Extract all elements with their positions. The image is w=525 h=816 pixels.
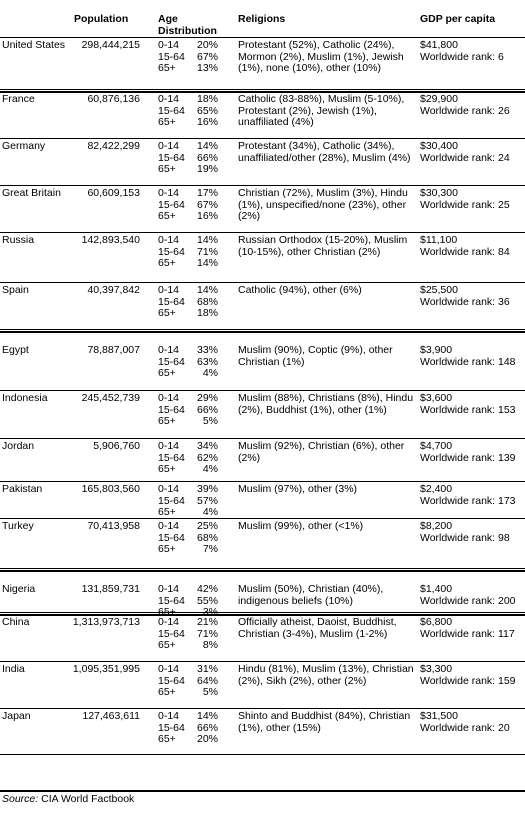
gdp-rank: Worldwide rank: 98 xyxy=(420,531,510,544)
age-group-percent: 68% xyxy=(196,531,218,544)
age-group-line xyxy=(158,664,234,676)
religions-text: Muslim (88%), Christians (8%), Hindu (2%), Buddhist (1%), other (1%) xyxy=(238,392,414,416)
gdp-value: $25,500 xyxy=(420,284,458,296)
age-group-label: 15-64 xyxy=(158,721,185,734)
age-group-line xyxy=(158,687,234,699)
age-group-label: 0-14 xyxy=(158,710,180,722)
age-distribution xyxy=(158,617,234,652)
age-distribution xyxy=(158,285,234,320)
row-separator xyxy=(0,37,525,38)
gdp-rank: Worldwide rank: 117 xyxy=(420,627,515,640)
row-separator xyxy=(0,185,525,186)
age-group-percent: 16% xyxy=(196,116,218,128)
age-group-line xyxy=(158,368,234,380)
age-group-label: 15-64 xyxy=(158,355,185,368)
age-group-line xyxy=(158,345,234,357)
religions-text: Muslim (97%), other (3%) xyxy=(238,483,358,495)
row-separator xyxy=(0,790,525,792)
age-group-line xyxy=(158,211,234,223)
age-distribution xyxy=(158,664,234,699)
gdp-value: $3,600 xyxy=(420,392,453,404)
religions-text: Muslim (92%), Christian (6%), other (2%) xyxy=(238,440,405,464)
gdp-value: $31,500 xyxy=(420,710,458,722)
age-group-percent: 68% xyxy=(196,295,218,308)
source-text: CIA World Factbook xyxy=(38,793,135,805)
age-group-label: 65+ xyxy=(158,733,176,745)
age-group-label: 65+ xyxy=(158,686,176,698)
gdp-value: $29,900 xyxy=(420,93,458,105)
age-group-percent: 16% xyxy=(196,210,218,222)
age-group-label: 0-14 xyxy=(158,483,180,495)
age-distribution xyxy=(158,441,234,476)
age-group-percent: 66% xyxy=(196,151,218,164)
age-group-percent: 34% xyxy=(196,440,218,452)
row-separator xyxy=(0,518,525,519)
religions-text: Hindu (81%), Muslim (13%), Christian (2%), Sikh (2%), other (2%) xyxy=(238,663,414,687)
gdp-rank: Worldwide rank: 159 xyxy=(420,674,516,687)
gdp-cell xyxy=(420,711,510,734)
population-value: 1,313,973,713 xyxy=(72,616,140,628)
row-separator xyxy=(0,89,525,90)
age-group-percent: 14% xyxy=(196,234,218,246)
age-group-percent: 7% xyxy=(202,543,218,555)
age-group-label: 0-14 xyxy=(158,39,180,51)
age-group-line xyxy=(158,544,234,556)
age-group-line xyxy=(158,235,234,247)
age-group-label: 15-64 xyxy=(158,245,185,258)
age-group-percent: 33% xyxy=(196,344,218,356)
gdp-value: $30,400 xyxy=(420,140,458,152)
age-group-percent: 5% xyxy=(202,686,218,698)
age-group-line xyxy=(158,94,234,106)
age-group-label: 0-14 xyxy=(158,616,180,628)
age-group-percent: 67% xyxy=(196,198,218,211)
age-group-percent: 55% xyxy=(196,594,218,607)
gdp-rank: Worldwide rank: 24 xyxy=(420,151,510,164)
age-group-percent: 42% xyxy=(196,583,218,595)
gdp-rank: Worldwide rank: 200 xyxy=(420,594,516,607)
age-distribution xyxy=(158,484,234,519)
population-value: 70,413,958 xyxy=(87,520,140,532)
age-group-percent: 39% xyxy=(196,483,218,495)
age-group-label: 15-64 xyxy=(158,451,185,464)
age-group-label: 65+ xyxy=(158,163,176,175)
row-separator xyxy=(0,661,525,662)
age-group-percent: 3% xyxy=(202,606,218,618)
age-group-percent: 65% xyxy=(196,104,218,117)
religions-text: Shinto and Buddhist (84%), Christian (1%), other (15%) xyxy=(238,710,411,734)
age-group-percent: 19% xyxy=(196,163,218,175)
gdp-cell xyxy=(420,40,504,63)
row-separator xyxy=(0,481,525,482)
age-group-line xyxy=(158,640,234,652)
population-value: 127,463,611 xyxy=(82,710,140,722)
population-value: 245,452,739 xyxy=(81,392,140,404)
age-group-percent: 8% xyxy=(202,639,218,651)
age-group-line xyxy=(158,393,234,405)
age-distribution xyxy=(158,711,234,746)
religions-text: Muslim (50%), Christian (40%), indigenous beliefs (10%) xyxy=(238,583,384,607)
age-group-line xyxy=(158,188,234,200)
country-name: Jordan xyxy=(2,440,35,452)
row-separator xyxy=(0,390,525,391)
gdp-rank: Worldwide rank: 148 xyxy=(420,355,516,368)
population-value: 5,906,760 xyxy=(93,440,140,452)
age-group-percent: 14% xyxy=(196,257,218,269)
age-group-label: 0-14 xyxy=(158,440,180,452)
age-group-percent: 71% xyxy=(196,245,218,258)
age-group-label: 15-64 xyxy=(158,50,185,63)
age-group-percent: 17% xyxy=(196,187,218,199)
gdp-rank: Worldwide rank: 139 xyxy=(420,451,516,464)
row-separator xyxy=(0,282,525,283)
age-group-percent: 4% xyxy=(202,506,218,518)
age-group-label: 65+ xyxy=(158,62,176,74)
country-name: Great Britain xyxy=(2,187,61,199)
age-group-percent: 71% xyxy=(196,627,218,640)
population-value: 78,887,007 xyxy=(87,344,140,356)
age-group-percent: 21% xyxy=(196,616,218,628)
age-group-label: 0-14 xyxy=(158,520,180,532)
age-group-line xyxy=(158,711,234,723)
gdp-rank: Worldwide rank: 26 xyxy=(420,104,510,117)
age-group-label: 0-14 xyxy=(158,663,180,675)
gdp-rank: Worldwide rank: 173 xyxy=(420,494,516,507)
population-value: 40,397,842 xyxy=(87,284,140,296)
source-note xyxy=(2,794,134,806)
gdp-rank: Worldwide rank: 153 xyxy=(420,403,516,416)
age-group-line xyxy=(158,141,234,153)
age-distribution xyxy=(158,94,234,129)
age-group-label: 15-64 xyxy=(158,627,185,640)
population-value: 1,095,351,995 xyxy=(72,663,140,675)
age-group-label: 0-14 xyxy=(158,583,180,595)
gdp-value: $3,900 xyxy=(420,344,453,356)
religions-text: Russian Orthodox (15-20%), Muslim (10-15%), other Christian (2%) xyxy=(238,234,408,258)
gdp-value: $4,700 xyxy=(420,440,453,452)
gdp-cell xyxy=(420,584,516,607)
age-group-line xyxy=(158,464,234,476)
age-group-percent: 29% xyxy=(196,392,218,404)
age-group-percent: 18% xyxy=(196,93,218,105)
gdp-value: $3,300 xyxy=(420,663,453,675)
age-group-percent: 25% xyxy=(196,520,218,532)
gdp-cell xyxy=(420,94,510,117)
age-group-label: 15-64 xyxy=(158,104,185,117)
header-gdp: GDP per capita xyxy=(420,13,496,25)
religions-text: Protestant (52%), Catholic (24%), Mormon (2%), Muslim (1%), Jewish (1%), none (10%), other (10%) xyxy=(238,39,404,74)
row-separator xyxy=(0,438,525,439)
population-value: 142,893,540 xyxy=(81,234,140,246)
age-group-label: 65+ xyxy=(158,506,176,518)
age-group-label: 65+ xyxy=(158,463,176,475)
gdp-rank: Worldwide rank: 84 xyxy=(420,245,510,258)
age-group-line xyxy=(158,117,234,129)
row-separator xyxy=(0,614,525,616)
age-group-percent: 66% xyxy=(196,403,218,416)
row-separator xyxy=(0,232,525,233)
row-separator xyxy=(0,568,525,569)
country-name: Germany xyxy=(2,140,46,152)
row-separator xyxy=(0,708,525,709)
country-name: China xyxy=(2,616,30,628)
source-label: Source: xyxy=(2,793,39,805)
row-separator xyxy=(0,754,525,755)
age-group-percent: 67% xyxy=(196,50,218,63)
country-name: Indonesia xyxy=(2,392,48,404)
age-group-label: 65+ xyxy=(158,257,176,269)
age-group-percent: 57% xyxy=(196,494,218,507)
religions-text: Protestant (34%), Catholic (34%), unaffiliated/other (28%), Muslim (4%) xyxy=(238,140,411,164)
row-separator xyxy=(0,91,525,93)
country-name: India xyxy=(2,663,25,675)
age-distribution xyxy=(158,393,234,428)
age-group-line xyxy=(158,484,234,496)
age-group-label: 15-64 xyxy=(158,494,185,507)
row-separator xyxy=(0,138,525,139)
age-distribution xyxy=(158,141,234,176)
gdp-cell xyxy=(420,141,510,164)
gdp-cell xyxy=(420,235,510,258)
age-group-line xyxy=(158,521,234,533)
header-religions: Religions xyxy=(238,13,286,25)
age-group-percent: 4% xyxy=(202,463,218,475)
age-distribution xyxy=(158,40,234,75)
age-distribution xyxy=(158,345,234,380)
row-separator xyxy=(0,612,525,613)
age-group-line xyxy=(158,584,234,596)
age-group-percent: 18% xyxy=(196,307,218,319)
age-group-percent: 14% xyxy=(196,710,218,722)
age-group-label: 0-14 xyxy=(158,234,180,246)
age-group-label: 65+ xyxy=(158,367,176,379)
age-group-line xyxy=(158,40,234,52)
age-group-label: 15-64 xyxy=(158,295,185,308)
gdp-rank: Worldwide rank: 6 xyxy=(420,50,504,63)
age-group-percent: 14% xyxy=(196,140,218,152)
age-group-line xyxy=(158,285,234,297)
age-group-line xyxy=(158,164,234,176)
age-group-line xyxy=(158,258,234,270)
population-value: 165,803,560 xyxy=(81,483,140,495)
country-name: United States xyxy=(2,39,66,51)
age-distribution xyxy=(158,235,234,270)
gdp-cell xyxy=(420,285,510,308)
age-group-line xyxy=(158,63,234,75)
gdp-cell xyxy=(420,345,516,368)
population-value: 60,876,136 xyxy=(87,93,140,105)
age-group-line xyxy=(158,617,234,629)
age-distribution xyxy=(158,188,234,223)
age-group-label: 15-64 xyxy=(158,594,185,607)
age-group-label: 0-14 xyxy=(158,140,180,152)
age-group-percent: 4% xyxy=(202,367,218,379)
age-group-label: 65+ xyxy=(158,307,176,319)
gdp-cell xyxy=(420,441,516,464)
age-group-line xyxy=(158,416,234,428)
row-separator xyxy=(0,331,525,333)
age-group-label: 0-14 xyxy=(158,344,180,356)
age-group-label: 65+ xyxy=(158,210,176,222)
gdp-cell xyxy=(420,393,516,416)
age-group-percent: 66% xyxy=(196,721,218,734)
age-group-line xyxy=(158,734,234,746)
age-group-label: 15-64 xyxy=(158,531,185,544)
religions-text: Catholic (94%), other (6%) xyxy=(238,284,362,296)
gdp-cell xyxy=(420,484,516,507)
population-value: 60,609,153 xyxy=(87,187,140,199)
age-group-label: 65+ xyxy=(158,415,176,427)
age-group-percent: 63% xyxy=(196,355,218,368)
gdp-cell xyxy=(420,521,510,544)
gdp-value: $30,300 xyxy=(420,187,458,199)
age-group-percent: 64% xyxy=(196,674,218,687)
age-group-label: 65+ xyxy=(158,543,176,555)
religions-text: Muslim (99%), other (<1%) xyxy=(238,520,364,532)
age-group-percent: 5% xyxy=(202,415,218,427)
age-group-percent: 13% xyxy=(196,62,218,74)
age-group-label: 0-14 xyxy=(158,187,180,199)
age-group-label: 0-14 xyxy=(158,93,180,105)
age-distribution xyxy=(158,521,234,556)
age-group-label: 0-14 xyxy=(158,284,180,296)
age-group-percent: 31% xyxy=(196,663,218,675)
country-name: Nigeria xyxy=(2,583,36,595)
gdp-value: $2,400 xyxy=(420,483,453,495)
row-separator xyxy=(0,329,525,330)
population-value: 298,444,215 xyxy=(81,39,140,51)
gdp-value: $1,400 xyxy=(420,583,453,595)
age-group-line xyxy=(158,441,234,453)
gdp-value: $11,100 xyxy=(420,234,458,246)
population-value: 82,422,299 xyxy=(87,140,140,152)
age-group-percent: 62% xyxy=(196,451,218,464)
country-name: Japan xyxy=(2,710,31,722)
age-group-label: 15-64 xyxy=(158,198,185,211)
age-group-line xyxy=(158,507,234,519)
age-group-line xyxy=(158,308,234,320)
country-name: Spain xyxy=(2,284,29,296)
gdp-cell xyxy=(420,617,515,640)
age-group-percent: 20% xyxy=(196,733,218,745)
population-value: 131,859,731 xyxy=(81,583,140,595)
gdp-rank: Worldwide rank: 20 xyxy=(420,721,510,734)
age-group-label: 15-64 xyxy=(158,674,185,687)
age-group-label: 0-14 xyxy=(158,392,180,404)
religions-text: Officially atheist, Daoist, Buddhist, Christian (3-4%), Muslim (1-2%) xyxy=(238,616,397,640)
country-name: Egypt xyxy=(2,344,29,356)
age-group-label: 15-64 xyxy=(158,151,185,164)
age-group-percent: 14% xyxy=(196,284,218,296)
gdp-cell xyxy=(420,188,510,211)
age-group-label: 65+ xyxy=(158,639,176,651)
gdp-rank: Worldwide rank: 25 xyxy=(420,198,510,211)
age-group-label: 65+ xyxy=(158,606,176,618)
age-group-label: 15-64 xyxy=(158,403,185,416)
gdp-rank: Worldwide rank: 36 xyxy=(420,295,510,308)
gdp-value: $41,800 xyxy=(420,39,458,51)
religions-text: Catholic (83-88%), Muslim (5-10%), Protestant (2%), Jewish (1%), unaffiliated (4%) xyxy=(238,93,405,128)
age-group-percent: 20% xyxy=(196,39,218,51)
country-name: Russia xyxy=(2,234,35,246)
gdp-value: $8,200 xyxy=(420,520,453,532)
header-age-distribution: Age Distribution xyxy=(158,13,217,37)
religions-text: Christian (72%), Muslim (3%), Hindu (1%), unspecified/none (23%), other (2%) xyxy=(238,187,408,222)
age-group-label: 65+ xyxy=(158,116,176,128)
gdp-value: $6,800 xyxy=(420,616,453,628)
row-separator xyxy=(0,570,525,572)
gdp-cell xyxy=(420,664,516,687)
country-name: Turkey xyxy=(2,520,34,532)
country-name: Pakistan xyxy=(2,483,43,495)
religions-text: Muslim (90%), Coptic (9%), other Christian (1%) xyxy=(238,344,393,368)
header-population: Population xyxy=(74,13,129,25)
country-name: France xyxy=(2,93,35,105)
